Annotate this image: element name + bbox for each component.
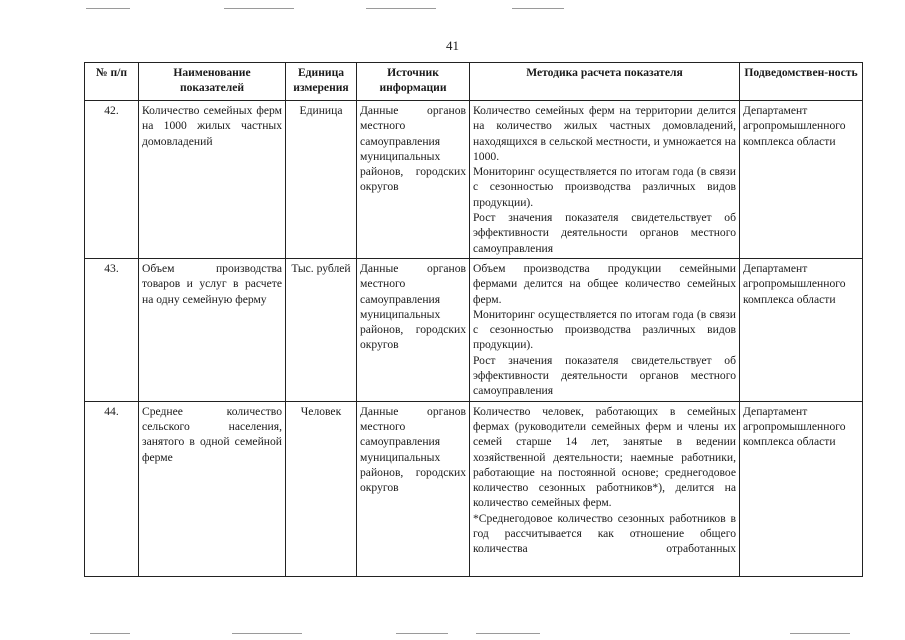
indicator-name: Среднее количество сельского населения, занятого в одной семейной ферме xyxy=(139,401,286,576)
indicator-table xyxy=(84,62,863,577)
scan-line-top-3 xyxy=(366,8,436,9)
method-paragraph: Количество семейных ферм на территории делится на количество жилых частных домовладений, находящихся в сельской местности, и умножается на 1000. xyxy=(473,104,736,163)
indicator-method xyxy=(470,258,740,401)
indicator-name: Количество семейных ферм на 1000 жилых частных домовладений xyxy=(139,101,286,259)
indicator-method xyxy=(470,401,740,576)
table-row xyxy=(85,258,863,401)
indicator-department: Департамент агропромышленного комплекса области xyxy=(740,401,863,576)
scan-line-top-2 xyxy=(224,8,294,9)
scan-line-bottom-4 xyxy=(476,633,540,634)
indicator-department: Департамент агропромышленного комплекса области xyxy=(740,101,863,259)
indicator-source: Данные органов местного самоуправления муниципальных районов, городских округов xyxy=(357,101,470,259)
method-paragraph: Мониторинг осуществляется по итогам года (в связи с сезонностью производства различных видов продукции). xyxy=(473,307,736,352)
table-row xyxy=(85,401,863,576)
method-paragraph: Рост значения показателя свидетельствует об эффективности деятельности органов местного самоуправления xyxy=(473,211,736,255)
scan-line-bottom-1 xyxy=(90,633,130,634)
indicator-unit: Тыс. рублей xyxy=(286,258,357,401)
indicator-unit: Единица xyxy=(286,101,357,259)
header-dept: Подведомствен-ность xyxy=(740,63,863,101)
method-paragraph: Объем производства продукции семейными фермами делится на общее количество семейных ферм. xyxy=(473,261,736,306)
scan-line-bottom-5 xyxy=(790,633,850,634)
method-paragraph: *Среднегодовое количество сезонных работников в год рассчитывается как отношение общего количества отработанных xyxy=(473,511,736,556)
page-number: 41 xyxy=(446,38,459,53)
header-name: Наименование показателей xyxy=(139,63,286,101)
indicator-source: Данные органов местного самоуправления муниципальных районов, городских округов xyxy=(357,258,470,401)
scan-line-bottom-3 xyxy=(396,633,448,634)
scan-line-top-4 xyxy=(512,8,564,9)
indicator-unit: Человек xyxy=(286,401,357,576)
indicator-name: Объем производства товаров и услуг в расчете на одну семейную ферму xyxy=(139,258,286,401)
scan-line-top-1 xyxy=(86,8,130,9)
scan-line-bottom-2 xyxy=(232,633,302,634)
header-num: № п/п xyxy=(85,63,139,101)
row-number: 42. xyxy=(85,101,139,259)
table-row xyxy=(85,101,863,259)
method-paragraph: Рост значения показателя свидетельствует об эффективности деятельности органов местного самоуправления xyxy=(473,353,736,398)
header-unit: Единица измерения xyxy=(286,63,357,101)
method-cell-clip xyxy=(473,404,736,574)
table-header-row xyxy=(85,63,863,101)
header-source: Источник информации xyxy=(357,63,470,101)
indicator-source: Данные органов местного самоуправления муниципальных районов, городских округов xyxy=(357,401,470,576)
method-paragraph: Количество человек, работающих в семейных фермах (руководители семейных ферм и члены их семей старше 14 лет, занятые в ведении хозяйственной деятельности; наемные работники, работающие на постоянной основе; среднегодовое количество сезонных работников*), делится на количество семейных ферм. xyxy=(473,404,736,510)
indicator-department: Департамент агропромышленного комплекса области xyxy=(740,258,863,401)
indicator-method xyxy=(470,101,740,259)
method-paragraph: Мониторинг осуществляется по итогам года (в связи с сезонностью производства различных видов продукции). xyxy=(473,165,736,209)
row-number: 43. xyxy=(85,258,139,401)
row-number: 44. xyxy=(85,401,139,576)
header-method: Методика расчета показателя xyxy=(470,63,740,101)
